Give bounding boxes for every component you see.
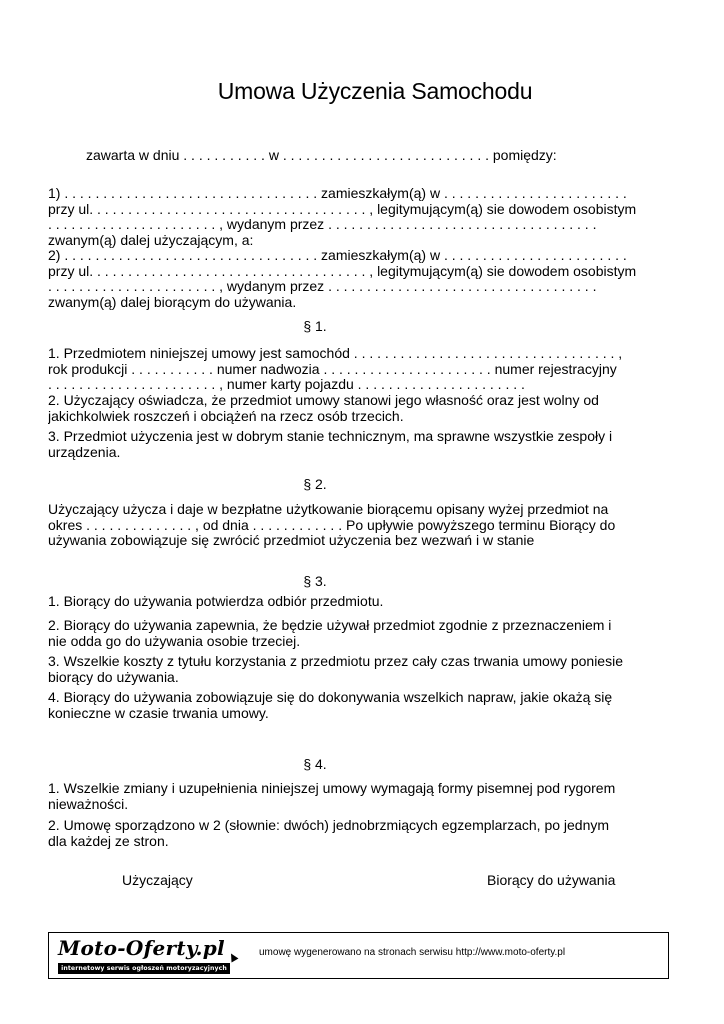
party-1-line: zwanym(ą) dalej użyczającym, a:	[48, 232, 254, 248]
paragraph-line: 3. Wszelkie koszty z tytułu korzystania z przedmiotu przez cały czas trwania umowy poniesie	[48, 654, 623, 669]
section-1-paragraph-1	[48, 346, 658, 393]
paragraph-line: okres . . . . . . . . . . . . . . , od dnia . . . . . . . . . . . . Po upływie powyższego terminu Biorący do	[48, 517, 616, 533]
paragraph-line: . . . . . . . . . . . . . . . . . . . . . . , numer karty pojazdu . . . . . . . . . . . . . . . . . . . . . .	[48, 377, 525, 393]
cursor-icon	[228, 952, 239, 963]
intro-line: zawarta w dniu . . . . . . . . . . . w . . . . . . . . . . . . . . . . . . . . . . . . . . . pomiędzy:	[86, 147, 557, 163]
paragraph-line: biorący do używania.	[48, 669, 179, 685]
paragraph-line: jakichkolwiek roszczeń i obciążeń na rzecz osób trzecich.	[48, 408, 404, 424]
party-1-line: 1) . . . . . . . . . . . . . . . . . . . . . . . . . . . . . . . . . zamieszkałym(ą) w . . . . . . . . . . . . . . . . . . . . . . . .	[48, 186, 627, 201]
paragraph-line: nie odda go do używania osobie trzeciej.	[48, 633, 301, 649]
signature-lender-label: Użyczający	[122, 872, 193, 888]
party-2-block	[48, 248, 658, 310]
section-3-paragraph-1: 1. Biorący do używania potwierdza odbiór przedmiotu.	[48, 593, 384, 609]
signature-borrower-label: Biorący do używania	[487, 872, 616, 888]
party-1-block	[48, 186, 658, 248]
paragraph-line: 4. Biorący do używania zobowiązuje się do dokonywania wszelkich napraw, jakie okażą się	[48, 690, 613, 705]
paragraph-line: Użyczający użycza i daje w bezpłatne użytkowanie biorącemu opisany wyżej przedmiot na	[48, 502, 609, 517]
party-1-line: . . . . . . . . . . . . . . . . . . . . . . , wydanym przez . . . . . . . . . . . . . . . . . . . . . . . . . . . . . . . . . . .	[48, 217, 597, 233]
footer-note: umowę wygenerowano na stronach serwisu http://www.moto-oferty.pl	[259, 947, 566, 958]
paragraph-line: 1. Wszelkie zmiany i uzupełnienia niniejszej umowy wymagają formy pisemnej pod rygorem	[48, 781, 616, 796]
section-4-heading: § 4.	[303, 756, 327, 772]
section-1-paragraph-2	[48, 393, 658, 424]
section-2-heading: § 2.	[303, 476, 327, 492]
logo-wordmark: Moto-Oferty.pl	[58, 936, 225, 960]
section-3-paragraph-3	[48, 654, 658, 685]
section-2-paragraph-1	[48, 502, 658, 549]
footer-box	[48, 932, 669, 979]
paragraph-line: 2. Biorący do używania zapewnia, że będzie używał przedmiot zgodnie z przeznaczeniem i	[48, 618, 612, 633]
paragraph-line: dla każdej ze stron.	[48, 833, 169, 849]
section-1-heading: § 1.	[303, 318, 327, 334]
moto-oferty-logo[interactable]	[58, 936, 231, 976]
section-3-paragraph-4	[48, 690, 658, 721]
paragraph-line: używania zobowiązuje się zwrócić przedmiot użyczenia bez wezwań i w stanie	[48, 533, 535, 549]
paragraph-line: urządzenia.	[48, 444, 121, 460]
logo-tagline: internetowy serwis ogłoszeń motoryzacyjnych	[58, 963, 230, 974]
paragraph-line: 1. Przedmiotem niniejszej umowy jest samochód . . . . . . . . . . . . . . . . . . . . . . . . . . . . . . . . . . ,	[48, 346, 623, 361]
section-1-paragraph-3	[48, 429, 658, 460]
paragraph-line: nieważności.	[48, 796, 129, 812]
paragraph-line: 3. Przedmiot użyczenia jest w dobrym stanie technicznym, ma sprawne wszystkie zespoły i	[48, 429, 613, 444]
paragraph-line: 2. Użyczający oświadcza, że przedmiot umowy stanowi jego własność oraz jest wolny od	[48, 393, 599, 408]
party-2-line: przy ul. . . . . . . . . . . . . . . . . . . . . . . . . . . . . . . . . . . . , legitymującym(ą) sie dowodem osobistym	[48, 263, 637, 279]
section-4-paragraph-1	[48, 781, 658, 812]
party-2-line: 2) . . . . . . . . . . . . . . . . . . . . . . . . . . . . . . . . . zamieszkałym(ą) w . . . . . . . . . . . . . . . . . . . . . . . .	[48, 248, 627, 263]
document-title: Umowa Użyczenia Samochodu	[217, 78, 533, 104]
section-4-paragraph-2	[48, 818, 658, 849]
party-2-line: . . . . . . . . . . . . . . . . . . . . . . , wydanym przez . . . . . . . . . . . . . . . . . . . . . . . . . . . . . . . . . . .	[48, 279, 597, 295]
party-1-line: przy ul. . . . . . . . . . . . . . . . . . . . . . . . . . . . . . . . . . . . , legitymującym(ą) sie dowodem osobistym	[48, 201, 637, 217]
party-2-line: zwanym(ą) dalej biorącym do używania.	[48, 294, 297, 310]
paragraph-line: konieczne w czasie trwania umowy.	[48, 705, 269, 721]
paragraph-line: rok produkcji . . . . . . . . . . . numer nadwozia . . . . . . . . . . . . . . . . . . . . . . numer rejestracyjny	[48, 361, 617, 377]
section-3-heading: § 3.	[303, 573, 327, 589]
section-3-paragraph-2	[48, 618, 658, 649]
paragraph-line: 2. Umowę sporządzono w 2 (słownie: dwóch) jednobrzmiących egzemplarzach, po jednym	[48, 818, 610, 833]
